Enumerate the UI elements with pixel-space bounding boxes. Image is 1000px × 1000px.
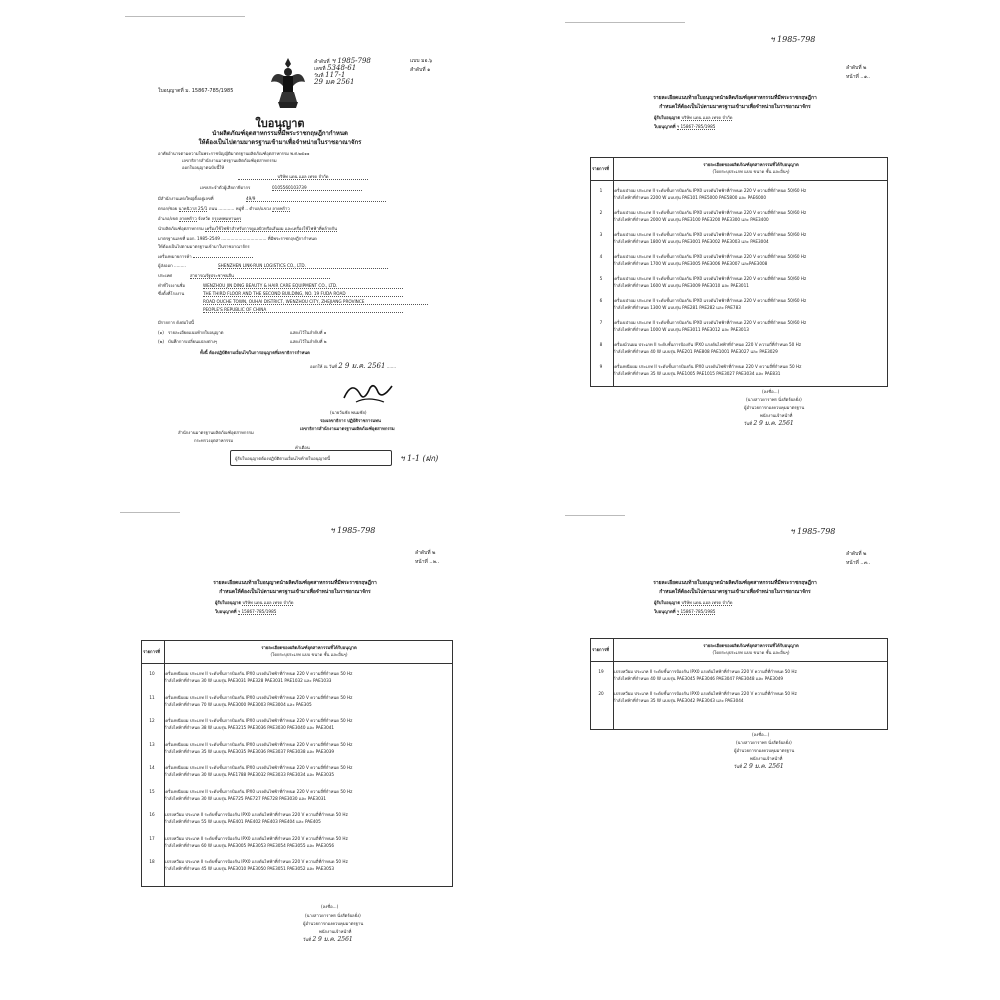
row-detail-line-2: กำลังไฟฟ้าที่กำหนด 40 W แบบรุ่น PAE3045 PAE3046 PAE3047 PAE3048 และ PAE3049 [613,676,784,681]
row-number: 19 [598,669,604,674]
signatory-title-1: ผู้อำนวยการกองควบคุมมาตรฐาน [734,748,795,753]
holder-value: บริษัท แดน แอล เทรด จำกัด [681,600,733,605]
row-number: 11 [149,694,155,700]
holder-value: บริษัท แดน แอล เทรด จำกัด [242,600,294,605]
row-detail-line-2: กำลังไฟฟ้าที่กำหนด 1800 W แบบรุ่น PAE3001 PAE3002 PAE3003 และ PAE3004 [613,239,769,244]
row-detail-line-2: กำลังไฟฟ้าที่กำหนด 38 W แบบรุ่น PAE3215 PAE3036 PAE3030 PAE3040 และ PAE3041 [164,725,335,730]
province-value: กรุงเทพมหานคร [211,216,242,221]
row-number: 5 [599,276,603,281]
date-value: 2 9 ม.ค. 2561 [753,420,794,427]
product-label: นำผลิตภัณฑ์อุตสาหกรรม [158,226,204,231]
signatory-name: (นางสาวดาราพร นั่งสัตร์ผลยั่ง) [305,913,361,918]
row-number: 2 [599,210,603,215]
row-number: 7 [599,320,603,325]
attachment-number: (๒) [158,339,165,344]
standard-line: ให้ต้องเป็นไปตามมาตรฐานเข้ามาในราชอาณาจักร [158,244,250,249]
col-details: รายละเอียดของผลิตภัณฑ์อุตสาหกรรมที่ได้รับอนุญาต [703,643,799,648]
col-item-no: รายการที่ [143,649,160,654]
annex-title-1: รายละเอียดแนบท้ายใบอนุญาตนำผลิตภัณฑ์อุตสาหกรรมที่มีพระราชกฤษฎีกา [213,580,377,586]
body-line: ออกใบอนุญาตฉบับนี้ให้ [182,165,225,170]
row-number: 9 [599,364,603,369]
trademark-label: เครื่องหมายการค้า [158,254,192,259]
row-detail-line-2: กำลังไฟฟ้าที่กำหนด 1300 W แบบรุ่น PAE281 PAE282 และ PAE783 [613,305,741,310]
table-header [591,639,887,662]
row-detail-line-2: กำลังไฟฟ้าที่กำหนด 35 W แบบรุ่น PAE3042 PAE3043 และ PAE3044 [613,698,744,703]
page-label: หน้าที่ [846,74,859,80]
table-header [142,641,452,664]
page-edge [565,515,625,516]
table-row [142,836,452,852]
subdistrict-label: ตำบล/แขวง [249,206,271,211]
warning-label: คำเตือน [295,445,310,450]
product-table [590,157,888,387]
table-row [142,718,452,734]
row-detail-line-1: เครื่องหนีบผม ประเภท II ระดับชั้นการป้องกัน IPX0 แรงดันไฟฟ้าที่กำหนด 220 V ความถี่ที่กำหนด 50 Hz [613,364,802,369]
table-row [591,188,887,204]
company-name: บริษัท แดน แอล เทรด จำกัด [238,174,368,180]
row-detail-line-2: กำลังไฟฟ้าที่กำหนด 60 W แบบรุ่น PAE3005 PAE3053 PAE3054 PAE3055 และ PAE3056 [164,842,335,848]
col-item-no: รายการที่ [592,166,609,171]
license-page: ลำดับที่ ฯ 1985-798 เลขที่ 5348-61 วันที่ 117-1 29 มค 2561 แบบ มอ.๖ สำดับที่ ๑ ใบอนุญาตที่ ม. 15867-785/1985 ใบอนุญาต นำผลิตภัณฑ์อุตสาหกรรมที่มีพระราชกฤษฎีกากำหนด ให้ต้องเป็นไปตามมาตรฐานเข้ามาเพื่อจำหน่ายในราชอาณาจักร อาศัยอำนาจตามความในพระราชบัญญัติมาตรฐานผลิตภัณฑ์อุตสาหกรรม พ.ศ.๒๕๑๑ เลขาธิการสำนักงานมาตรฐานผลิตภัณฑ์อุตสาหกรรม ออกใบอนุญาตฉบับนี้ให้ บริษัท แดน แอล เทรด จำกัด เลขประจำตัวผู้เสียภาษีอากร 0105560103739 มีสำนักงานแห่งใหญ่ตั้งอยู่เลขที่ 49/9 ตรอก/ซอย นาคนิวาส 25/1 ถนน ............ หมู่ที่ .. ตำบล/แขวง ลาดพร้าว อำเภอ/เขต ลาดพร้าว จังหวัด กรุงเทพมหานคร นำผลิตภัณฑ์อุตสาหกรรม เครื่องใช้ไฟฟ้าสำหรับการดูแลผิวหรือเส้นผม และเครื่องใช้ไฟฟ้าที่คล้ายกัน มาตรฐานเลขที่ มอก. 1985-2549 .................................. ที่มีพระราชกฤษฎีกากำหนด ให้ต้องเป็นไปตามมาตรฐานเข้ามาในราชอาณาจักร เครื่องหมายการค้า ผู้ส่งออก ......... SHENZHEN LINK-RUN LOGISTICS CO., LTD. ประเทศ สาธารณรัฐประชาชนจีน ทำที่โรงงานชื่อ WENZHOU JIN DING BEAUTY & HAIR CARE EQUIPMENT CO., LTD. ซึ่งตั้งที่โรงงาน THE THIRD FLOOR AND THE SECOND BUILDING, NO. 19 FUDA ROAD ROAD OUCHE TOWN, OUHAI DISTRICT, WENZHOU CITY, ZHEJIANG PROVINCE PEOPLE'S REPUBLIC OF CHINA มีรายการ ดังต่อไปนี้ (๑) รายละเอียดแนบท้ายใบอนุญาต แสดงไว้ในลำดับที่ ๑ (๒) บันทึกการเปลี่ยนแปลงต่างๆ แสดงไว้ในลำดับที่ ๒ ทั้งนี้ ต้องปฏิบัติตามเงื่อนไขในการอนุญาตที่เลขาธิการกำหนด ออกให้ ณ วันที่ 2 9 ม.ค. 2561 ....... (นายวันชัย พนมชัย) รองเลขาธิการ ปฏิบัติราชการแทน เลขาธิการสำนักงานมาตรฐานผลิตภัณฑ์อุตสาหกรรม สำนักงานมาตรฐานผลิตภัณฑ์อุตสาหกรรม กระทรวงอุตสาหกรรม คำเตือน ผู้รับใบอนุญาตต้องปฏิบัติตามเงื่อนไขท้ายใบอนุญาตนี้ ฯ 1-1 (ฝก) [100,10,460,500]
country-value: สาธารณรัฐประชาชนจีน [190,273,330,279]
table-row [591,232,887,248]
annex-page-1: ฯ 1985-798 ลำดับที่ ๒ หน้าที่ ..๑.. รายละเอียดแนบท้ายใบอนุญาตนำผลิตภัณฑ์อุตสาหกรรมที่มีพระราชกฤษฎีกา กำหนดให้ต้องเป็นไปตามมาตรฐานเข้ามาเพื่อจำหน่ายในราชอาณาจักร ผู้รับใบอนุญาต บริษัท แดน แอล เทรด จำกัด ใบอนุญาตที่ ฯ 15867-785/1985 รายการที่ รายละเอียดของผลิตภัณฑ์อุตสาหกรรมที่ได้รับอนุญาต (โดยระบุประเภท แบบ ขนาด ชั้น และอื่นๆ) 1 เครื่องเป่าผม ประเภท II ระดับชั้นการป้องกัน IPX0 แรงดันไฟฟ้าที่กำหนด 220 V ความถี่ที่กำหนด 50/60 Hz กำลังไฟฟ้าที่กำหนด 2200 W แบบรุ่น PAE101 PAE5000 PAE5800 และ PAE6000 2 เครื่องเป่าผม ประเภท II ระดับชั้นการป้องกัน IPX0 แรงดันไฟฟ้าที่กำหนด 220 V ความถี่ที่กำหนด 50/60 Hz กำลังไฟฟ้าที่กำหนด 2000 W แบบรุ่น PAE3100 PAE3200 PAE3300 และ PAE3400 3 เครื่องเป่าผม ประเภท II ระดับชั้นการป้องกัน IPX0 แรงดันไฟฟ้าที่กำหนด 220 V ความถี่ที่กำหนด 50/60 Hz กำลังไฟฟ้าที่กำหนด 1800 W แบบรุ่น PAE3001 PAE3002 PAE3003 และ PAE3004 4 เครื่องเป่าผม ประเภท II ระดับชั้นการป้องกัน IPX0 แรงดันไฟฟ้าที่กำหนด 220 V ความถี่ที่กำหนด 50/60 Hz กำลังไฟฟ้าที่กำหนด 1700 W แบบรุ่น PAE3005 PAE3006 PAE3007 และPAE3008 5 เครื่องเป่าผม ประเภท II ระดับชั้นการป้องกัน IPX0 แรงดันไฟฟ้าที่กำหนด 220 V ความถี่ที่กำหนด 50/60 Hz กำลังไฟฟ้าที่กำหนด 1600 W แบบรุ่น PAE3009 PAE3010 และ PAE3011 6 เครื่องเป่าผม ประเภท II ระดับชั้นการป้องกัน IPX0 แรงดันไฟฟ้าที่กำหนด 220 V ความถี่ที่กำหนด 50/60 Hz กำลังไฟฟ้าที่กำหนด 1300 W แบบรุ่น PAE281 PAE282 และ PAE783 7 เครื่องเป่าผม ประเภท II ระดับชั้นการป้องกัน IPX0 แรงดันไฟฟ้าที่กำหนด 220 V ความถี่ที่กำหนด 50/60 Hz กำลังไฟฟ้าที่กำหนด 1000 W แบบรุ่น PAE3011 PAE3012 และ PAE3013 8 เครื่องม้วนผม ประเภท II ระดับชั้นการป้องกัน IPX0 แรงดันไฟฟ้าที่กำหนด 220 V ความถี่ที่กำหนด 50 Hz กำลังไฟฟ้าที่กำหนด 40 W แบบรุ่น PAE201 PAE808 PAE1001 PAE3027 และ PAE3029 9 เครื่องหนีบผม ประเภท II ระดับชั้นการป้องกัน IPX0 แรงดันไฟฟ้าที่กำหนด 220 V ความถี่ที่กำหนด 50 Hz กำลังไฟฟ้าที่กำหนด 35 W แบบรุ่น PAE1005 PAE1015 PAE3027 PAE3034 และ PAE831 (ลงชื่อ...) (นางสาวดาราพร นั่งสัตร์ผลยั่ง) ผู้อำนวยการกองควบคุมมาตรฐาน พนักงานเจ้าหน้าที่ วันที่ 2 9 ม.ค. 2561 [570,25,900,475]
row-detail-line-2: กำลังไฟฟ้าที่กำหนด 1000 W แบบรุ่น PAE3011 PAE3012 และ PAE3013 [613,327,749,332]
attachment-intro: มีรายการ ดังต่อไปนี้ [158,320,194,325]
row-detail-line-2: กำลังไฟฟ้าที่กำหนด 30 W แบบรุ่น PAE1788 PAE3032 PAE3033 PAE3034 และ PAE3035 [164,772,335,777]
annex-title-2: กำหนดให้ต้องเป็นไปตามมาตรฐานเข้ามาเพื่อจำหน่ายในราชอาณาจักร [659,589,811,595]
attachment-number: (๑) [158,330,164,335]
row-number: 13 [149,741,155,747]
body-line: เลขาธิการสำนักงานมาตรฐานผลิตภัณฑ์อุตสาหกรรม [182,158,277,163]
stamp-label: วันที่ [314,73,324,79]
row-detail-line-1: เครื่องเป่าผม ประเภท II ระดับชั้นการป้องกัน IPX0 แรงดันไฟฟ้าที่กำหนด 220 V ความถี่ที่กำหนด 50/60 Hz [613,298,807,303]
table-row [591,691,887,707]
row-detail-line-2: กำลังไฟฟ้าที่กำหนด 30 W แบบรุ่น PAE725 PAE727 PAE728 PAE3030 และ PAE3031 [164,795,327,801]
lane-value: นาคนิวาส 25/1 [178,206,208,211]
table-row [142,789,452,805]
row-detail-line-1: แปรงหวีผม ประเภท II ระดับชั้นการป้องกัน IPX0 แรงดันไฟฟ้าที่กำหนด 220 V ความถี่ที่กำหนด 50 Hz [613,669,797,674]
exporter-value: SHENZHEN LINK-RUN LOGISTICS CO., LTD. [218,263,388,269]
stamp-value: 117-1 [325,71,346,79]
annex-page-3: ฯ 1985-798 ลำดับที่ ๒ หน้าที่ ..๓.. รายละเอียดแนบท้ายใบอนุญาตนำผลิตภัณฑ์อุตสาหกรรมที่มีพระราชกฤษฎีกา กำหนดให้ต้องเป็นไปตามมาตรฐานเข้ามาเพื่อจำหน่ายในราชอาณาจักร ผู้รับใบอนุญาต บริษัท แดน แอล เทรด จำกัด ใบอนุญาตที่ ฯ 15867-785/1985 รายการที่ รายละเอียดของผลิตภัณฑ์อุตสาหกรรมที่ได้รับอนุญาต (โดยระบุประเภท แบบ ขนาด ชั้น และอื่นๆ) 19 แปรงหวีผม ประเภท II ระดับชั้นการป้องกัน IPX0 แรงดันไฟฟ้าที่กำหนด 220 V ความถี่ที่กำหนด 50 Hz กำลังไฟฟ้าที่กำหนด 40 W แบบรุ่น PAE3045 PAE3046 PAE3047 PAE3048 และ PAE3049 20 แปรงหวีผม ประเภท II ระดับชั้นการป้องกัน IPX0 แรงดันไฟฟ้าที่กำหนด 220 V ความถี่ที่กำหนด 50 Hz กำลังไฟฟ้าที่กำหนด 35 W แบบรุ่น PAE3042 PAE3043 และ PAE3044 (ลงชื่อ...) (นางสาวดาราพร นั่งสัตร์ผลยั่ง) ผู้อำนวยการกองควบคุมมาตรฐาน พนักงานเจ้าหน้าที่ วันที่ 2 9 ม.ค. 2561 [570,525,900,825]
col-details-sub: (โดยระบุประเภท แบบ ขนาด ชั้น และอื่นๆ) [712,650,790,655]
row-detail-line-1: เครื่องหนีบผม ประเภท II ระดับชั้นการป้องกัน IPX0 แรงดันไฟฟ้าที่กำหนด 220 V ความถี่ที่กำหนด 50 Hz [164,741,353,747]
signatory-title-1: รองเลขาธิการ ปฏิบัติราชการแทน [320,418,381,423]
row-number: 10 [149,671,155,676]
table-row [142,671,452,687]
row-detail-line-2: กำลังไฟฟ้าที่กำหนด 1700 W แบบรุ่น PAE3005 PAE3006 PAE3007 และPAE3008 [613,261,768,266]
signatory-name: (นางสาวดาราพร นั่งสัตร์ผลยั่ง) [736,740,792,745]
license-number: ใบอนุญาตที่ ม. 15867-785/1985 [158,88,234,94]
row-detail-line-2: กำลังไฟฟ้าที่กำหนด 70 W แบบรุ่น PAE3000 PAE3003 PAE3004 และ PAE305 [164,701,312,707]
warning-text: ผู้รับใบอนุญาตต้องปฏิบัติตามเงื่อนไขท้ายใบอนุญาตนี้ [235,456,331,461]
table-row [591,210,887,226]
date-label: วันที่ [303,937,311,942]
signatory-title-2: พนักงานเจ้าหน้าที่ [750,756,783,761]
signatory-title-1: ผู้อำนวยการกองควบคุมมาตรฐาน [303,921,364,926]
lane-label: ตรอก/ซอย [158,206,178,211]
annex-title-1: รายละเอียดแนบท้ายใบอนุญาตนำผลิตภัณฑ์อุตสาหกรรมที่มีพระราชกฤษฎีกา [653,580,817,586]
row-number: 15 [149,788,155,794]
stamp-date: 29 มค 2561 [314,78,355,86]
exporter-label: ผู้ส่งออก [158,263,173,268]
holder-label: ผู้รับใบอนุญาต [654,600,681,605]
page-edge [120,512,180,513]
row-detail-line-1: เครื่องหนีบผม ประเภท II ระดับชั้นการป้องกัน IPX0 แรงดันไฟฟ้าที่กำหนด 220 V ความถี่ที่กำหนด 50 Hz [164,694,353,700]
product-table [141,640,453,887]
warning-box [230,445,392,466]
stamp-label: เลขที่ [314,66,326,72]
annex-page-2: ฯ 1985-798 ลำดับที่ ๒ หน้าที่ ..๒.. รายละเอียดแนบท้ายใบอนุญาตนำผลิตภัณฑ์อุตสาหกรรมที่มีพระราชกฤษฎีกา กำหนดให้ต้องเป็นไปตามมาตรฐานเข้ามาเพื่อจำหน่ายในราชอาณาจักร ผู้รับใบอนุญาต บริษัท แดน แอล เทรด จำกัด ใบอนุญาตที่ ฯ 15867-785/1985 รายการที่ รายละเอียดของผลิตภัณฑ์อุตสาหกรรมที่ได้รับอนุญาต (โดยระบุประเภท แบบ ขนาด ชั้น และอื่นๆ) 10 เครื่องหนีบผม ประเภท II ระดับชั้นการป้องกัน IPX0 แรงดันไฟฟ้าที่กำหนด 220 V ความถี่ที่กำหนด 50 Hz กำลังไฟฟ้าที่กำหนด 30 W แบบรุ่น PAE3031 PAE328 PAE3031 PAE1032 และ PAE1033 11 เครื่องหนีบผม ประเภท II ระดับชั้นการป้องกัน IPX0 แรงดันไฟฟ้าที่กำหนด 220 V ความถี่ที่กำหนด 50 Hz กำลังไฟฟ้าที่กำหนด 70 W แบบรุ่น PAE3000 PAE3003 PAE3004 และ PAE305 12 เครื่องหนีบผม ประเภท II ระดับชั้นการป้องกัน IPX0 แรงดันไฟฟ้าที่กำหนด 220 V ความถี่ที่กำหนด 50 Hz กำลังไฟฟ้าที่กำหนด 38 W แบบรุ่น PAE3215 PAE3036 PAE3030 PAE3040 และ PAE3041 13 เครื่องหนีบผม ประเภท II ระดับชั้นการป้องกัน IPX0 แรงดันไฟฟ้าที่กำหนด 220 V ความถี่ที่กำหนด 50 Hz กำลังไฟฟ้าที่กำหนด 35 W แบบรุ่น PAE3035 PAE3036 PAE3037 PAE3038 และ PAE3039 14 เครื่องหนีบผม ประเภท II ระดับชั้นการป้องกัน IPX0 แรงดันไฟฟ้าที่กำหนด 220 V ความถี่ที่กำหนด 50 Hz กำลังไฟฟ้าที่กำหนด 30 W แบบรุ่น PAE1788 PAE3032 PAE3033 PAE3034 และ PAE3035 15 เครื่องหนีบผม ประเภท II ระดับชั้นการป้องกัน IPX0 แรงดันไฟฟ้าที่กำหนด 220 V ความถี่ที่กำหนด 50 Hz กำลังไฟฟ้าที่กำหนด 30 W แบบรุ่น PAE725 PAE727 PAE728 PAE3030 และ PAE3031 16 แปรงหวีผม ประเภท II ระดับชั้นการป้องกัน IPX0 แรงดันไฟฟ้าที่กำหนด 220 V ความถี่ที่กำหนด 50 Hz กำลังไฟฟ้าที่กำหนด 55 W แบบรุ่น PAE401 PAE402 PAE403 PAE404 และ PAE405 17 แปรงหวีผม ประเภท II ระดับชั้นการป้องกัน IPX0 แรงดันไฟฟ้าที่กำหนด 220 V ความถี่ที่กำหนด 50 Hz กำลังไฟฟ้าที่กำหนด 60 W แบบรุ่น PAE3005 PAE3053 PAE3054 PAE3055 และ PAE3056 18 แปรงหวีผม ประเภท II ระดับชั้นการป้องกัน IPX0 แรงดันไฟฟ้าที่กำหนด 220 V ความถี่ที่กำหนด 50 Hz กำลังไฟฟ้าที่กำหนด 45 W แบบรุ่น PAE3010 PAE3050 PAE3051 PAE3052 และ PAE3053 (ลงชื่อ...) (นางสาวดาราพร นั่งสัตร์ผลยั่ง) ผู้อำนวยการกองควบคุมมาตรฐาน พนักงานเจ้าหน้าที่ วันที่ 2 9 ม.ค. 2561 [125,520,465,990]
holder-label: ผู้รับใบอนุญาต [654,115,681,120]
row-number: 14 [149,765,155,770]
holder-label: ผู้รับใบอนุญาต [215,600,242,605]
factory-value: WENZHOU JIN DING BEAUTY & HAIR CARE EQUIPMENT CO., LTD. [203,283,403,289]
address-line-3: PEOPLE'S REPUBLIC OF CHINA [203,307,403,313]
handwritten-number: ฯ 1985-798 [790,527,836,536]
row-detail-line-1: แปรงหวีผม ประเภท II ระดับชั้นการป้องกัน IPX0 แรงดันไฟฟ้าที่กำหนด 220 V ความถี่ที่กำหนด 50 Hz [164,812,348,817]
row-detail-line-2: กำลังไฟฟ้าที่กำหนด 30 W แบบรุ่น PAE3031 PAE328 PAE3031 PAE1032 และ PAE1033 [164,678,332,683]
stamp-block [314,58,371,86]
page-number: ๒ [432,559,436,565]
stamp-label: ลำดับที่ [314,59,330,65]
row-number: 16 [149,812,155,817]
col-details: รายละเอียดของผลิตภัณฑ์อุตสาหกรรมที่ได้รับอนุญาต [703,162,799,167]
license-value: ฯ 15867-785/1985 [237,609,277,614]
row-detail-line-1: แปรงหวีผม ประเภท II ระดับชั้นการป้องกัน IPX0 แรงดันไฟฟ้าที่กำหนด 220 V ความถี่ที่กำหนด 50 Hz [613,691,797,696]
page-label: หน้าที่ [846,560,859,566]
table-row [591,669,887,685]
table-row [591,364,887,380]
page-edge [125,16,245,17]
license-label: ใบอนุญาตที่ [215,609,237,614]
table-row [142,859,452,875]
conditions-note: ทั้งนี้ ต้องปฏิบัติตามเงื่อนไขในการอนุญาตที่เลขาธิการกำหนด [200,350,310,355]
tax-id-label: เลขประจำตัวผู้เสียภาษีอากร [200,185,251,190]
table-row [142,812,452,828]
row-number: 1 [599,188,603,193]
product-value: เครื่องใช้ไฟฟ้าสำหรับการดูแลผิวหรือเส้นผม และเครื่องใช้ไฟฟ้าที่คล้ายกัน [205,226,338,231]
sheet-number: ลำดับที่ ๒ [846,551,867,557]
district-label: อำเภอ/เขต [158,216,178,221]
row-number: 20 [598,691,604,696]
page-label: หน้าที่ [415,559,428,565]
date-label: วันที่ [734,764,742,769]
row-detail-line-2: กำลังไฟฟ้าที่กำหนด 40 W แบบรุ่น PAE201 PAE808 PAE1001 PAE3027 และ PAE3029 [613,349,778,354]
license-subtitle-1: นำผลิตภัณฑ์อุตสาหกรรมที่มีพระราชกฤษฎีกากำหนด [212,130,348,137]
address-line-1: THE THIRD FLOOR AND THE SECOND BUILDING, NO. 19 FUDA ROAD [203,291,403,297]
table-row [591,298,887,314]
stamp-value: ฯ 1985-798 [331,57,371,65]
page-number: ๓ [863,560,868,566]
col-details-sub: (โดยระบุประเภท แบบ ขนาด ชั้น และอื่นๆ) [712,169,790,174]
annex-title-1: รายละเอียดแนบท้ายใบอนุญาตนำผลิตภัณฑ์อุตสาหกรรมที่มีพระราชกฤษฎีกา [653,95,817,101]
row-detail-line-1: เครื่องเป่าผม ประเภท II ระดับชั้นการป้องกัน IPX0 แรงดันไฟฟ้าที่กำหนด 220 V ความถี่ที่กำหนด 50/60 Hz [613,210,807,215]
signatory-title-2: พนักงานเจ้าหน้าที่ [760,413,793,418]
holder-value: บริษัท แดน แอล เทรด จำกัด [681,115,733,120]
license-value: ฯ 15867-785/1985 [676,609,716,614]
sign-bracket: (ลงชื่อ...) [752,732,770,737]
annex-title-2: กำหนดให้ต้องเป็นไปตามมาตรฐานเข้ามาเพื่อจำหน่ายในราชอาณาจักร [219,589,371,595]
row-detail-line-1: เครื่องหนีบผม ประเภท II ระดับชั้นการป้องกัน IPX0 แรงดันไฟฟ้าที่กำหนด 220 V ความถี่ที่กำหนด 50 Hz [164,765,353,770]
sheet-number: สำดับที่ ๑ [410,67,431,73]
district-value: ลาดพร้าว [179,216,197,221]
handwritten-number: ฯ 1985-798 [770,35,816,44]
signatory-title-2: พนักงานเจ้าหน้าที่ [319,929,352,934]
table-header [591,158,887,181]
office-value: 49/9 [246,196,386,202]
table-row [591,276,887,292]
row-detail-line-1: เครื่องม้วนผม ประเภท II ระดับชั้นการป้องกัน IPX0 แรงดันไฟฟ้าที่กำหนด 220 V ความถี่ที่กำหนด 50 Hz [613,342,802,347]
table-row [591,342,887,358]
row-detail-line-2: กำลังไฟฟ้าที่กำหนด 35 W แบบรุ่น PAE3035 PAE3036 PAE3037 PAE3038 และ PAE3039 [164,748,335,754]
form-code: แบบ มอ.๖ [410,58,433,64]
office-label: มีสำนักงานแห่งใหญ่ตั้งอยู่เลขที่ [158,196,214,201]
handwritten-number: ฯ 1985-798 [330,526,376,535]
factory-label: ทำที่โรงงานชื่อ [158,283,186,288]
signatory-name: (นายวันชัย พนมชัย) [330,410,367,415]
page-number: ๑ [863,74,867,80]
row-number: 4 [599,254,603,259]
row-number: 12 [149,718,155,723]
address-line-2: ROAD OUCHE TOWN, OUHAI DISTRICT, WENZHOU CITY, ZHEJIANG PROVINCE [203,299,428,305]
page-edge [565,22,685,23]
date-value: 2 9 ม.ค. 2561 [312,936,353,943]
stamp-value: 5348-61 [327,64,357,72]
signatory-name: (นางสาวดาราพร นั่งสัตร์ผลยั่ง) [746,397,802,402]
row-detail-line-1: เครื่องเป่าผม ประเภท II ระดับชั้นการป้องกัน IPX0 แรงดันไฟฟ้าที่กำหนด 220 V ความถี่ที่กำหนด 50/60 Hz [613,254,807,259]
product-table [590,638,888,730]
row-detail-line-1: เครื่องเป่าผม ประเภท II ระดับชั้นการป้องกัน IPX0 แรงดันไฟฟ้าที่กำหนด 220 V ความถี่ที่กำหนด 50/60 Hz [613,232,807,237]
sign-bracket: (ลงชื่อ...) [762,389,780,394]
row-detail-line-1: แปรงหวีผม ประเภท II ระดับชั้นการป้องกัน IPX0 แรงดันไฟฟ้าที่กำหนด 220 V ความถี่ที่กำหนด 50 Hz [164,859,348,864]
tax-id-value: 0105560103739 [272,185,362,191]
row-detail-line-2: กำลังไฟฟ้าที่กำหนด 1600 W แบบรุ่น PAE3009 PAE3010 และ PAE3011 [613,283,749,288]
annex-title-2: กำหนดให้ต้องเป็นไปตามมาตรฐานเข้ามาเพื่อจำหน่ายในราชอาณาจักร [659,104,811,110]
row-detail-line-2: กำลังไฟฟ้าที่กำหนด 35 W แบบรุ่น PAE1005 PAE1015 PAE3027 PAE3034 และ PAE831 [613,371,781,376]
row-detail-line-2: กำลังไฟฟ้าที่กำหนด 2000 W แบบรุ่น PAE3100 PAE3200 PAE3300 และ PAE3400 [613,217,769,222]
row-detail-line-1: เครื่องเป่าผม ประเภท II ระดับชั้นการป้องกัน IPX0 แรงดันไฟฟ้าที่กำหนด 220 V ความถี่ที่กำหนด 50/60 Hz [613,276,807,281]
table-row [142,695,452,711]
issued-date: 2 9 ม.ค. 2561 [338,362,386,370]
license-label: ใบอนุญาตที่ [654,124,676,129]
issued-label: ออกให้ ณ วันที่ [310,364,337,369]
row-detail-line-2: กำลังไฟฟ้าที่กำหนด 55 W แบบรุ่น PAE401 PAE402 PAE403 PAE404 และ PAE405 [164,819,321,824]
body-line: อาศัยอำนาจตามความในพระราชบัญญัติมาตรฐานผลิตภัณฑ์อุตสาหกรรม พ.ศ.๒๕๑๑ [158,151,310,156]
row-detail-line-2: กำลังไฟฟ้าที่กำหนด 2200 W แบบรุ่น PAE101 PAE5000 PAE5800 และ PAE6000 [613,195,766,200]
signature-icon [338,378,398,408]
row-detail-line-1: เครื่องหนีบผม ประเภท II ระดับชั้นการป้องกัน IPX0 แรงดันไฟฟ้าที่กำหนด 220 V ความถี่ที่กำหนด 50 Hz [164,718,353,723]
attachment-ref: แสดงไว้ในลำดับที่ ๒ [290,339,327,344]
standard-number: มาตรฐานเลขที่ มอก. 1985-2549 [158,236,220,241]
page-mark: ฯ 1-1 (ฝก) [400,454,439,463]
signatory-title-2: เลขาธิการสำนักงานมาตรฐานผลิตภัณฑ์อุตสาหกรรม [300,426,395,431]
garuda-emblem-icon [270,56,306,110]
license-title: ใบอนุญาต [255,117,305,130]
office-name-1: สำนักงานมาตรฐานผลิตภัณฑ์อุตสาหกรรม [178,430,254,435]
license-label: ใบอนุญาตที่ [654,609,676,614]
col-details-sub: (โดยระบุประเภท แบบ ขนาด ชั้น และอื่นๆ) [270,652,348,657]
road-label: ถนน [208,206,218,211]
attachment-text: บันทึกการเปลี่ยนแปลงต่างๆ [168,339,218,344]
license-value: ฯ 15867-785/1985 [676,124,716,129]
signatory-title-1: ผู้อำนวยการกองควบคุมมาตรฐาน [744,405,805,410]
date-value: 2 9 ม.ค. 2561 [743,763,784,770]
country-label: ประเทศ [158,273,173,278]
row-detail-line-1: เครื่องเป่าผม ประเภท II ระดับชั้นการป้องกัน IPX0 แรงดันไฟฟ้าที่กำหนด 220 V ความถี่ที่กำหนด 50/60 Hz [613,320,807,325]
table-row [142,742,452,758]
province-label: จังหวัด [198,216,211,221]
col-details: รายละเอียดของผลิตภัณฑ์อุตสาหกรรมที่ได้รับอนุญาต [261,645,357,650]
row-detail-line-1: เครื่องหนีบผม ประเภท II ระดับชั้นการป้องกัน IPX0 แรงดันไฟฟ้าที่กำหนด 220 V ความถี่ที่กำหนด 50 Hz [164,671,353,676]
col-item-no: รายการที่ [592,647,609,652]
table-row [591,320,887,336]
row-detail-line-2: กำลังไฟฟ้าที่กำหนด 45 W แบบรุ่น PAE3010 PAE3050 PAE3051 PAE3052 และ PAE3053 [164,866,335,871]
attachment-ref: แสดงไว้ในลำดับที่ ๑ [290,330,327,335]
row-detail-line-1: เครื่องหนีบผม ประเภท II ระดับชั้นการป้องกัน IPX0 แรงดันไฟฟ้าที่กำหนด 220 V ความถี่ที่กำหนด 50 Hz [164,788,353,794]
row-number: 8 [599,342,603,347]
row-number: 3 [599,232,603,237]
row-number: 18 [149,859,155,864]
table-row [591,254,887,270]
subdistrict-value: ลาดพร้าว [272,206,290,211]
sign-bracket: (ลงชื่อ...) [321,904,339,909]
attachment-text: รายละเอียดแนบท้ายใบอนุญาต [167,330,224,335]
row-detail-line-1: แปรงหวีผม ประเภท II ระดับชั้นการป้องกัน IPX0 แรงดันไฟฟ้าที่กำหนด 220 V ความถี่ที่กำหนด 50 Hz [164,835,348,841]
office-name-2: กระทรวงอุตสาหกรรม [194,438,234,443]
row-number: 6 [599,298,603,303]
row-detail-line-1: เครื่องเป่าผม ประเภท II ระดับชั้นการป้องกัน IPX0 แรงดันไฟฟ้าที่กำหนด 220 V ความถี่ที่กำหนด 50/60 Hz [613,188,807,193]
date-label: วันที่ [744,421,752,426]
sheet-number: ลำดับที่ ๒ [846,65,867,71]
row-number: 17 [149,835,155,841]
address-label: ซึ่งตั้งที่โรงงาน [158,291,185,296]
license-subtitle-2: ให้ต้องเป็นไปตามมาตรฐานเข้ามาเพื่อจำหน่ายในราชอาณาจักร [198,139,362,146]
moo-label: หมู่ที่ [235,206,244,211]
standard-tail: ที่มีพระราชกฤษฎีกากำหนด [267,236,317,241]
table-row [142,765,452,781]
sheet-number: ลำดับที่ ๒ [415,550,436,556]
